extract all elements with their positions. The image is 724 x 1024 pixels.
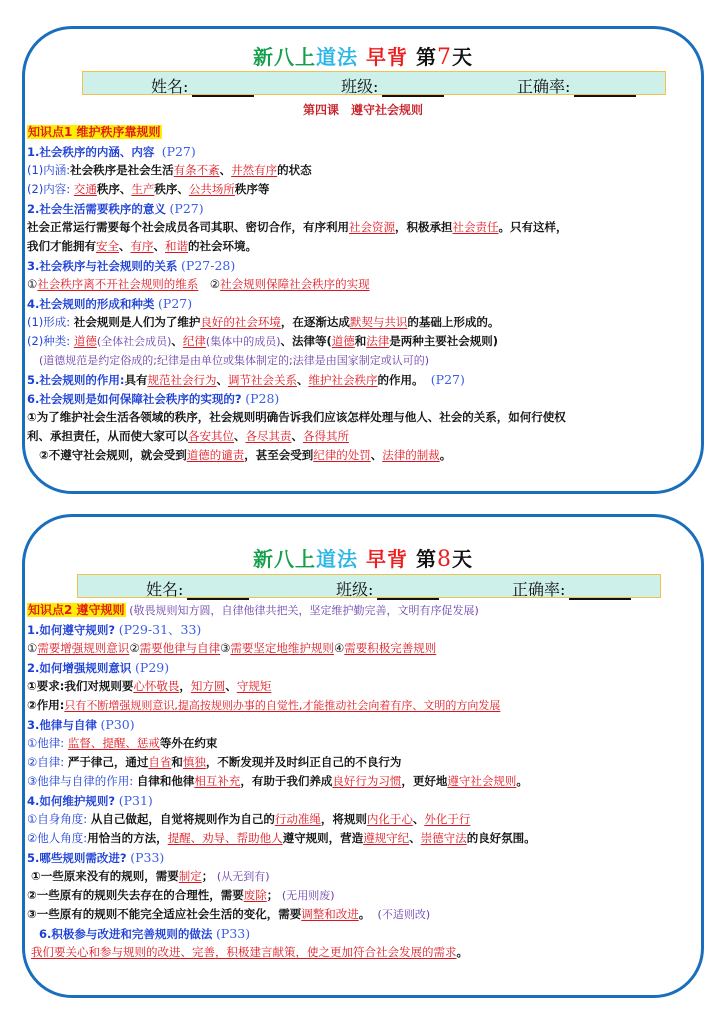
title-recite: 早背 bbox=[366, 45, 408, 69]
page-ref: (P28) bbox=[245, 391, 280, 406]
heading-text: 5.哪些规则需改进? bbox=[27, 851, 127, 865]
name-label: 姓名: bbox=[151, 77, 189, 96]
text: 、 bbox=[171, 334, 183, 348]
keyword: 制定 bbox=[178, 869, 202, 883]
text: 、 bbox=[234, 429, 246, 443]
heading-text: 3.社会秩序与社会规则的关系 bbox=[27, 259, 178, 273]
keyword: 维护社会秩序 bbox=[308, 373, 378, 387]
keyword: 社会责任 bbox=[452, 220, 499, 234]
keyword: 交通 bbox=[73, 182, 97, 196]
text: 的社会环境。 bbox=[188, 239, 257, 253]
page-ref: (P29) bbox=[135, 660, 170, 675]
keyword: 社会资源 bbox=[349, 220, 395, 234]
accuracy-blank[interactable] bbox=[569, 582, 631, 600]
text-line bbox=[27, 408, 697, 427]
section-heading bbox=[27, 142, 697, 161]
text-line bbox=[27, 829, 697, 848]
keyword: 只有不断增强规则意识,提高按规则办事的自觉性,才能推动社会向着有序、文明的方向发展 bbox=[64, 699, 501, 712]
text: 的基础上形成的。 bbox=[407, 315, 500, 329]
keyword: 法律 bbox=[366, 334, 390, 348]
text: ，更好地 bbox=[401, 774, 448, 788]
content-lines bbox=[27, 601, 697, 962]
title-tian: 天 bbox=[451, 45, 473, 69]
keyword: 纪律的处罚 bbox=[313, 448, 371, 462]
page-ref: (P33) bbox=[130, 850, 165, 865]
note: (道德规范是约定俗成的;纪律是由单位或集体制定的;法律是由国家制定或认可的) bbox=[39, 354, 429, 367]
keyword: 各安其位 bbox=[188, 429, 234, 443]
keyword: 需要积极完善规则 bbox=[344, 641, 437, 655]
heading-text: 5.社会规则的作用: bbox=[27, 373, 125, 387]
knowledge-point-label: 知识点1 维护秩序靠规则 bbox=[28, 125, 161, 139]
text: ①要求:我们对规则要 bbox=[27, 679, 134, 693]
text: 具有 bbox=[124, 373, 148, 387]
text: 、 bbox=[219, 163, 232, 177]
page-ref: (P33) bbox=[216, 926, 251, 941]
keyword: 守规矩 bbox=[236, 679, 272, 693]
text: 和 bbox=[354, 334, 367, 348]
heading-text: 4.如何维护规则? bbox=[27, 794, 116, 808]
keyword: 我们要关心和参与规则的改进、完善，积极建言献策，使之更加符合社会发展的需求 bbox=[31, 945, 457, 959]
text-line bbox=[27, 237, 697, 256]
keyword: 和谐 bbox=[165, 239, 188, 253]
text: ③一些原有的规则不能完全适应社会生活的变化，需要 bbox=[27, 907, 302, 921]
accuracy-blank[interactable] bbox=[574, 79, 636, 97]
heading-text: 4.社会规则的形成和种类 bbox=[27, 297, 155, 311]
text-line bbox=[27, 275, 697, 294]
text: ； bbox=[201, 869, 214, 883]
text: ②不遵守社会规则，就会受到 bbox=[39, 448, 187, 462]
keyword: 自省 bbox=[148, 755, 172, 769]
note: (全体社会成员) bbox=[96, 335, 172, 348]
heading-text: 1.如何遵守规则? bbox=[27, 623, 116, 637]
knowledge-point bbox=[27, 123, 697, 142]
keyword: 知方圆 bbox=[190, 679, 226, 693]
sub-label: ①自身角度: bbox=[27, 812, 88, 826]
text: ，将规则 bbox=[320, 812, 367, 826]
text: 秩序、 bbox=[96, 182, 132, 196]
content-lines bbox=[27, 123, 697, 465]
text-line bbox=[27, 427, 697, 446]
keyword: 废除 bbox=[243, 888, 267, 902]
page-ref: (P27) bbox=[169, 201, 204, 216]
keyword: 调整和改进 bbox=[301, 907, 359, 921]
title-tian: 天 bbox=[451, 547, 473, 571]
text: ，不断发现并及时纠正自己的不良行为 bbox=[205, 755, 402, 769]
keyword: 井然有序 bbox=[231, 163, 278, 177]
text: 社会规则是人们为了维护 bbox=[73, 315, 201, 329]
text-line bbox=[27, 905, 697, 924]
keyword: 各尽其责 bbox=[245, 429, 292, 443]
number: ③ bbox=[220, 641, 231, 655]
sub-label: ①他律: bbox=[27, 736, 65, 750]
text: 遵守规则，营造 bbox=[282, 831, 364, 845]
section-heading bbox=[27, 715, 697, 734]
keyword: 社会秩序离不开社会规则的维系 bbox=[37, 277, 199, 291]
title-grade: 新八上 bbox=[253, 45, 317, 69]
knowledge-point-label: 知识点2 遵守规则 bbox=[28, 603, 125, 617]
text: 社会正常运行需要每个社会成员各司其职、密切合作，有序利用 bbox=[27, 220, 349, 234]
text: 。 bbox=[516, 774, 528, 788]
note: (集体中的成员) bbox=[205, 335, 281, 348]
class-label: 班级: bbox=[336, 580, 374, 599]
text: 的作用。 bbox=[377, 373, 424, 387]
accuracy-field[interactable] bbox=[517, 74, 636, 97]
keyword: 需要增强规则意识 bbox=[37, 641, 130, 655]
keyword: 内化于心 bbox=[366, 812, 413, 826]
text-line bbox=[27, 218, 697, 237]
section-heading bbox=[27, 848, 697, 867]
number: ④ bbox=[333, 641, 345, 655]
keyword: 心怀敬畏 bbox=[133, 679, 180, 693]
text: 、 bbox=[370, 448, 383, 462]
text-line bbox=[27, 446, 697, 465]
text-line bbox=[27, 180, 697, 199]
accuracy-field[interactable] bbox=[512, 577, 631, 600]
card-title bbox=[25, 543, 701, 572]
text-line bbox=[27, 734, 697, 753]
number: ② bbox=[129, 641, 140, 655]
keyword: 监督、提醒、惩戒 bbox=[67, 736, 160, 750]
number: ① bbox=[27, 641, 38, 655]
keyword: 规范社会行为 bbox=[147, 373, 217, 387]
text-line bbox=[27, 696, 697, 715]
title-di: 第 bbox=[415, 45, 437, 69]
keyword: 道德 bbox=[73, 334, 97, 348]
text: 、 bbox=[409, 831, 421, 845]
keyword: 需要坚定地维护规则 bbox=[230, 641, 334, 655]
keyword: 外化于行 bbox=[424, 812, 471, 826]
page-ref: (P27-28) bbox=[181, 258, 236, 273]
sub-label: ②自律: bbox=[27, 755, 65, 769]
keyword: 道德 bbox=[331, 334, 355, 348]
text: 自律和他律 bbox=[136, 774, 195, 788]
page-ref: (P30) bbox=[100, 717, 135, 732]
name-label: 姓名: bbox=[146, 580, 184, 599]
keyword: 道德的谴责 bbox=[186, 448, 245, 462]
title-di: 第 bbox=[415, 547, 437, 571]
text: 严于律己，通过 bbox=[67, 755, 149, 769]
text-line bbox=[27, 161, 697, 180]
text: 的良好氛围。 bbox=[466, 831, 536, 845]
keyword: 崇德守法 bbox=[420, 831, 467, 845]
note: (不适则改) bbox=[377, 908, 431, 921]
section-heading bbox=[27, 791, 697, 810]
text: ，积极承担 bbox=[395, 220, 453, 234]
text: 。 bbox=[358, 907, 371, 921]
section-heading bbox=[27, 389, 697, 408]
keyword: 良好的社会环境 bbox=[200, 315, 281, 329]
keyword: 行动准绳 bbox=[274, 812, 321, 826]
text: ①为了维护社会生活各领域的秩序，社会规则明确告诉我们应该怎样处理与他人、社会的关系，如何行使权 bbox=[27, 410, 566, 424]
knowledge-point bbox=[27, 601, 697, 620]
page-ref: (P31) bbox=[118, 793, 153, 808]
text-line bbox=[27, 370, 697, 389]
heading-text: 2.社会生活需要秩序的意义 bbox=[27, 202, 166, 216]
keyword: 法律的制裁 bbox=[382, 448, 440, 462]
note: (从无到有) bbox=[216, 870, 270, 883]
text-line bbox=[27, 772, 697, 791]
number: ① bbox=[27, 277, 38, 291]
name-field[interactable] bbox=[146, 577, 249, 600]
text: ②作用: bbox=[27, 698, 65, 712]
card-title bbox=[25, 41, 701, 70]
text: ，在逐渐达成 bbox=[280, 315, 350, 329]
heading-text: 6.积极参与改进和完善规则的做法 bbox=[39, 927, 213, 941]
heading-text: 1.社会秩序的内涵、内容 bbox=[27, 145, 155, 159]
sub-label: ③他律与自律的作用: bbox=[27, 774, 134, 788]
keyword: 有序 bbox=[130, 239, 154, 253]
text: 秩序等 bbox=[234, 182, 270, 196]
text-line bbox=[27, 313, 697, 332]
keyword: 生产 bbox=[131, 182, 155, 196]
text-line bbox=[27, 332, 697, 351]
text: ； bbox=[266, 888, 279, 902]
title-subject: 道法 bbox=[316, 547, 359, 571]
heading-text: 6.社会规则是如何保障社会秩序的实现的? bbox=[27, 392, 242, 406]
text: 。 bbox=[456, 945, 468, 959]
text: 。 bbox=[439, 448, 452, 462]
keyword: 遵规守纪 bbox=[363, 831, 410, 845]
section-heading bbox=[27, 294, 697, 313]
text: 的状态 bbox=[277, 163, 312, 177]
sub-label: (2)内容: bbox=[27, 182, 71, 196]
number: ② bbox=[198, 277, 221, 291]
page-ref: (P27) bbox=[430, 372, 465, 387]
lesson-title: 第四课 遵守社会规则 bbox=[302, 103, 423, 117]
text: 、 bbox=[119, 239, 131, 253]
keyword: 需要他律与自律 bbox=[139, 641, 221, 655]
student-info-bar bbox=[82, 71, 666, 95]
keyword: 默契与共识 bbox=[349, 315, 408, 329]
sub-label: (2)种类: bbox=[27, 334, 71, 348]
text: 从自己做起，自觉将规则作为自己的 bbox=[90, 812, 275, 826]
title-day-number: 7 bbox=[436, 45, 452, 70]
heading-text: 2.如何增强规则意识 bbox=[27, 661, 132, 675]
heading-text: 3.他律与自律 bbox=[27, 718, 97, 732]
text: 和 bbox=[171, 755, 183, 769]
class-label: 班级: bbox=[341, 77, 379, 96]
student-info-bar bbox=[77, 574, 661, 598]
text: 等外在约束 bbox=[159, 736, 218, 750]
text: ， bbox=[179, 679, 191, 693]
accuracy-label: 正确率: bbox=[512, 580, 566, 599]
title-grade: 新八上 bbox=[253, 547, 317, 571]
class-field[interactable] bbox=[336, 577, 439, 600]
name-field[interactable] bbox=[151, 74, 254, 97]
class-field[interactable] bbox=[341, 74, 444, 97]
text: 我们才能拥有 bbox=[27, 239, 96, 253]
text: ，有助于我们养成 bbox=[240, 774, 333, 788]
title-subject: 道法 bbox=[316, 45, 359, 69]
section-heading bbox=[27, 199, 697, 218]
text: ，甚至会受到 bbox=[244, 448, 314, 462]
note: (无用则废) bbox=[281, 889, 335, 902]
text-line bbox=[27, 867, 697, 886]
keyword: 公共场所 bbox=[188, 182, 235, 196]
accuracy-label: 正确率: bbox=[517, 77, 571, 96]
class-blank[interactable] bbox=[382, 79, 444, 97]
text: 是两种主要社会规则) bbox=[389, 334, 499, 348]
title-day-number: 8 bbox=[436, 547, 452, 572]
text: 利、承担责任，从而使大家可以 bbox=[27, 429, 188, 443]
page-ref: (P27) bbox=[161, 144, 196, 159]
section-heading bbox=[27, 620, 697, 639]
text-line bbox=[27, 943, 697, 962]
title-recite: 早背 bbox=[366, 547, 408, 571]
keyword: 纪律 bbox=[182, 334, 206, 348]
page-ref: (P29-31、33) bbox=[118, 622, 202, 637]
text: 社会秩序是社会生活 bbox=[70, 163, 174, 177]
text: 。只有这样， bbox=[498, 220, 568, 234]
class-blank[interactable] bbox=[377, 582, 439, 600]
text: 、 bbox=[296, 373, 309, 387]
sub-label: ②他人角度: bbox=[27, 831, 88, 845]
text: 、 bbox=[291, 429, 303, 443]
section-heading bbox=[27, 658, 697, 677]
text: 、 bbox=[412, 812, 425, 826]
text: 、 bbox=[225, 679, 237, 693]
text: ②一些原有的规则失去存在的合理性，需要 bbox=[27, 888, 244, 902]
text-line bbox=[27, 677, 697, 696]
page-ref: (P27) bbox=[158, 296, 193, 311]
keyword: 提醒、劝导、帮助他人 bbox=[167, 831, 283, 845]
text-line bbox=[27, 753, 697, 772]
text: 、 bbox=[216, 373, 228, 387]
keyword: 遵守社会规则 bbox=[447, 774, 517, 788]
keyword: 社会规则保障社会秩序的实现 bbox=[220, 277, 370, 291]
keyword: 良好行为习惯 bbox=[332, 774, 402, 788]
sub-label: (1)内涵: bbox=[27, 163, 71, 177]
text: 、法律等( bbox=[280, 334, 332, 348]
text: 、 bbox=[153, 239, 165, 253]
keyword: 调节社会关系 bbox=[227, 373, 297, 387]
section-heading bbox=[27, 256, 697, 275]
motto: (敬畏规则知方圆，自律他律共把关，坚定维护勤完善，文明有序促发展) bbox=[129, 604, 479, 617]
keyword: 安全 bbox=[96, 239, 119, 253]
text: 秩序、 bbox=[154, 182, 189, 196]
name-blank[interactable] bbox=[192, 79, 254, 97]
sub-label: (1)形成: bbox=[27, 315, 71, 329]
day7-card bbox=[22, 26, 704, 494]
keyword: 慎独 bbox=[182, 755, 206, 769]
keyword: 相互补充 bbox=[194, 774, 241, 788]
day8-card bbox=[22, 514, 704, 998]
keyword: 有条不紊 bbox=[173, 163, 220, 177]
text-line bbox=[27, 886, 697, 905]
text: ①一些原来没有的规则，需要 bbox=[31, 869, 179, 883]
text: 用恰当的方法， bbox=[87, 831, 168, 845]
text-line bbox=[27, 810, 697, 829]
text-line bbox=[27, 351, 697, 370]
name-blank[interactable] bbox=[187, 582, 249, 600]
section-heading bbox=[27, 924, 697, 943]
text-line bbox=[27, 639, 697, 658]
keyword: 各得其所 bbox=[303, 429, 349, 443]
